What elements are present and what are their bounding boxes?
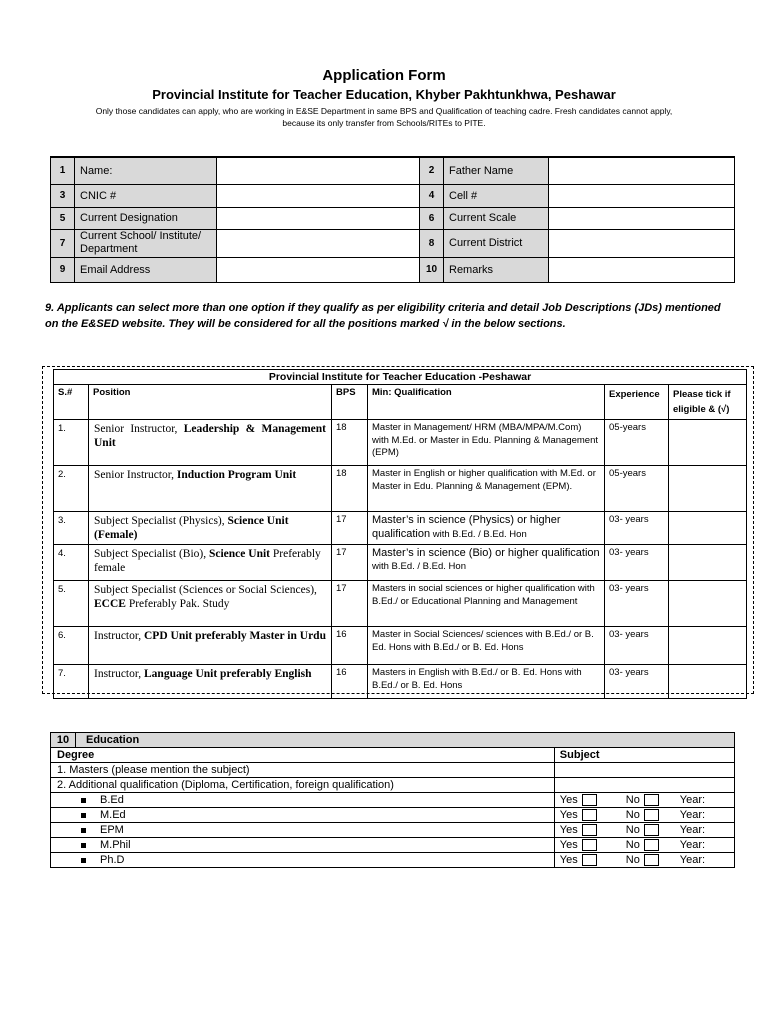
position-row	[54, 627, 747, 665]
no-label: No	[625, 854, 640, 866]
cnic-label: CNIC #	[75, 184, 217, 207]
eligibility-tick-cell[interactable]	[669, 545, 747, 581]
position-row	[54, 665, 747, 699]
sno-header: S.#	[54, 385, 89, 420]
position-cell	[89, 581, 332, 627]
degree-cell	[51, 853, 555, 868]
no-label: No	[625, 794, 640, 806]
eligibility-tick-cell[interactable]	[669, 512, 747, 545]
position-cell	[89, 512, 332, 545]
position-row	[54, 466, 747, 512]
yes-checkbox[interactable]	[582, 809, 597, 821]
degree-name: Ph.D	[100, 854, 125, 866]
field-number: 3	[51, 184, 75, 207]
degree-row	[51, 808, 735, 823]
field-number: 2	[420, 157, 444, 184]
position-cell	[89, 420, 332, 466]
position-row	[54, 581, 747, 627]
qualification-cell	[368, 512, 605, 545]
year-label: Year:	[679, 809, 706, 821]
degree-row	[51, 838, 735, 853]
experience-cell: 03- years	[605, 627, 669, 665]
father-name-label: Father Name	[444, 157, 549, 184]
position-unit: Leadership & Management Unit	[94, 423, 326, 449]
experience-cell: 03- years	[605, 545, 669, 581]
no-checkbox[interactable]	[644, 794, 659, 806]
qualification-main: Master’s in science (Bio) or higher qualification	[372, 547, 600, 559]
row-number: 7.	[54, 665, 89, 699]
name-label: Name:	[75, 157, 217, 184]
current-school-field[interactable]	[217, 229, 420, 257]
personal-info-table	[50, 156, 735, 283]
position-cell	[89, 466, 332, 512]
position-header: Position	[89, 385, 332, 420]
degree-cell	[51, 823, 555, 838]
qualification-extra: with B.Ed. / B.Ed. Hon	[430, 528, 527, 540]
additional-qualification-item: 2. Additional qualification (Diploma, Certification, foreign qualification)	[51, 778, 555, 793]
masters-subject-field[interactable]	[554, 763, 734, 778]
bullet-icon	[81, 843, 86, 848]
year-label: Year:	[679, 854, 706, 866]
field-number: 8	[420, 229, 444, 257]
field-number: 4	[420, 184, 444, 207]
position-unit: ECCE	[94, 598, 126, 610]
positions-caption: Provincial Institute for Teacher Education -Peshawar	[54, 370, 747, 385]
experience-cell: 05-years	[605, 466, 669, 512]
email-field[interactable]	[217, 257, 420, 282]
degree-cell	[51, 838, 555, 853]
subject-header: Subject	[554, 748, 734, 763]
qualification-cell: Masters in English with B.Ed./ or B. Ed. Hons with B.Ed./ or B. Ed. Hons	[368, 665, 605, 699]
no-label: No	[625, 809, 640, 821]
degree-name: EPM	[100, 824, 124, 836]
row-number: 6.	[54, 627, 89, 665]
additional-qualification-field[interactable]	[554, 778, 734, 793]
position-title: Senior Instructor,	[94, 469, 177, 481]
name-field[interactable]	[217, 157, 420, 184]
position-cell	[89, 665, 332, 699]
bullet-icon	[81, 858, 86, 863]
bullet-icon	[81, 828, 86, 833]
no-label: No	[625, 839, 640, 851]
position-row	[54, 420, 747, 466]
qualification-cell: Master in Management/ HRM (MBA/MPA/M.Com) with M.Ed. or Master in Edu. Planning & Management (EPM)	[368, 420, 605, 466]
qualification-main: Master’s in science (Physics) or higher qualification	[372, 514, 561, 540]
no-checkbox[interactable]	[644, 809, 659, 821]
degree-name: B.Ed	[100, 794, 124, 806]
bullet-icon	[81, 798, 86, 803]
degree-name: M.Ed	[100, 809, 126, 821]
eligibility-tick-cell[interactable]	[669, 466, 747, 512]
position-row	[54, 545, 747, 581]
experience-cell: 05-years	[605, 420, 669, 466]
eligibility-note: Only those candidates can apply, who are working in E&SE Department in same BPS and Qualification of teaching cadre. Fresh candidates cannot apply, because its only transfer from Schools/RITEs to PITE.	[95, 106, 673, 128]
remarks-field[interactable]	[549, 257, 735, 282]
institute-title: Provincial Institute for Teacher Education, Khyber Pakhtunkhwa, Peshawar	[152, 87, 616, 102]
position-title: Instructor,	[94, 630, 144, 642]
experience-cell: 03- years	[605, 665, 669, 699]
email-label: Email Address	[75, 257, 217, 282]
row-number: 5.	[54, 581, 89, 627]
position-title: Instructor,	[94, 668, 144, 680]
year-label: Year:	[679, 839, 706, 851]
education-title: Education	[76, 733, 735, 748]
positions-table	[53, 369, 747, 699]
qualification-cell: Masters in social sciences or higher qualification with B.Ed./ or Educational Planning and Management	[368, 581, 605, 627]
no-checkbox[interactable]	[644, 824, 659, 836]
position-title: Subject Specialist (Bio),	[94, 548, 209, 560]
position-preference: Preferably female	[94, 548, 321, 574]
qualification-cell	[368, 545, 605, 581]
yes-checkbox[interactable]	[582, 839, 597, 851]
experience-header: Experience	[605, 385, 669, 420]
position-cell	[89, 545, 332, 581]
position-title: Subject Specialist (Sciences or Social Sciences),	[94, 584, 317, 596]
degree-options	[554, 808, 734, 823]
eligibility-tick-cell[interactable]	[669, 420, 747, 466]
row-number: 3.	[54, 512, 89, 545]
position-title: Subject Specialist (Physics),	[94, 515, 228, 527]
masters-item: 1. Masters (please mention the subject)	[51, 763, 555, 778]
bps-cell: 18	[332, 420, 368, 466]
bullet-icon	[81, 813, 86, 818]
bps-cell: 18	[332, 466, 368, 512]
no-label: No	[625, 824, 640, 836]
father-name-field[interactable]	[549, 157, 735, 184]
eligibility-tick-cell[interactable]	[669, 627, 747, 665]
cnic-field[interactable]	[217, 184, 420, 207]
row-number: 4.	[54, 545, 89, 581]
cell-label: Cell #	[444, 184, 549, 207]
position-unit: Language Unit preferably English	[144, 668, 312, 680]
current-designation-label: Current Designation	[75, 207, 217, 229]
selection-instructions: 9. Applicants can select more than one option if they qualify as per eligibility criteria and detail Job Descriptions (JDs) mentioned on the E&SED website. They will be considered for all the positions marked √ in the below sections.	[45, 302, 721, 330]
yes-checkbox[interactable]	[582, 854, 597, 866]
bps-cell: 17	[332, 512, 368, 545]
row-number: 1.	[54, 420, 89, 466]
position-preference: Preferably Pak. Study	[125, 598, 230, 610]
position-unit: CPD Unit preferably Master in Urdu	[144, 630, 326, 642]
bps-cell: 17	[332, 545, 368, 581]
yes-label: Yes	[559, 839, 578, 851]
field-number: 1	[51, 157, 75, 184]
yes-label: Yes	[559, 809, 578, 821]
position-unit: Science Unit	[208, 548, 270, 560]
education-table	[50, 732, 735, 868]
yes-label: Yes	[559, 854, 578, 866]
current-school-label: Current School/ Institute/ Department	[75, 229, 217, 257]
experience-cell: 03- years	[605, 581, 669, 627]
section-number: 10	[51, 733, 76, 748]
degree-row	[51, 853, 735, 868]
yes-label: Yes	[559, 794, 578, 806]
degree-header: Degree	[51, 748, 555, 763]
row-number: 2.	[54, 466, 89, 512]
yes-checkbox[interactable]	[582, 794, 597, 806]
current-scale-label: Current Scale	[444, 207, 549, 229]
field-number: 7	[51, 229, 75, 257]
position-title: Senior Instructor,	[94, 423, 184, 435]
degree-options	[554, 793, 734, 808]
experience-cell: 03- years	[605, 512, 669, 545]
field-number: 10	[420, 257, 444, 282]
qualification-cell: Master in English or higher qualification with M.Ed. or Master in Edu. Planning & Management (EPM).	[368, 466, 605, 512]
bps-cell: 16	[332, 627, 368, 665]
degree-name: M.Phil	[100, 839, 131, 851]
year-label: Year:	[679, 794, 706, 806]
degree-options	[554, 853, 734, 868]
tick-header: Please tick if eligible & (√)	[669, 385, 747, 420]
degree-row	[51, 793, 735, 808]
current-scale-field[interactable]	[549, 207, 735, 229]
bps-cell: 16	[332, 665, 368, 699]
form-title: Application Form	[322, 67, 446, 84]
yes-checkbox[interactable]	[582, 824, 597, 836]
field-number: 5	[51, 207, 75, 229]
degree-row	[51, 823, 735, 838]
degree-options	[554, 838, 734, 853]
degree-options	[554, 823, 734, 838]
qualification-cell: Master in Social Sciences/ sciences with B.Ed./ or B. Ed. Hons with B.Ed./ or B. Ed. Hons	[368, 627, 605, 665]
qualification-extra: with B.Ed. / B.Ed. Hon	[372, 560, 466, 572]
position-unit: Science Unit (Female)	[94, 515, 289, 541]
degree-cell	[51, 808, 555, 823]
field-number: 6	[420, 207, 444, 229]
position-cell	[89, 627, 332, 665]
degree-cell	[51, 793, 555, 808]
field-number: 9	[51, 257, 75, 282]
year-label: Year:	[679, 824, 706, 836]
yes-label: Yes	[559, 824, 578, 836]
eligibility-tick-cell[interactable]	[669, 665, 747, 699]
position-row	[54, 512, 747, 545]
no-checkbox[interactable]	[644, 839, 659, 851]
remarks-label: Remarks	[444, 257, 549, 282]
eligibility-tick-cell[interactable]	[669, 581, 747, 627]
no-checkbox[interactable]	[644, 854, 659, 866]
bps-cell: 17	[332, 581, 368, 627]
current-designation-field[interactable]	[217, 207, 420, 229]
qualification-header: Min: Qualification	[368, 385, 605, 420]
form-header	[0, 66, 768, 129]
position-unit: Induction Program Unit	[176, 469, 297, 481]
current-district-label: Current District	[444, 229, 549, 257]
cell-field[interactable]	[549, 184, 735, 207]
current-district-field[interactable]	[549, 229, 735, 257]
bps-header: BPS	[332, 385, 368, 420]
